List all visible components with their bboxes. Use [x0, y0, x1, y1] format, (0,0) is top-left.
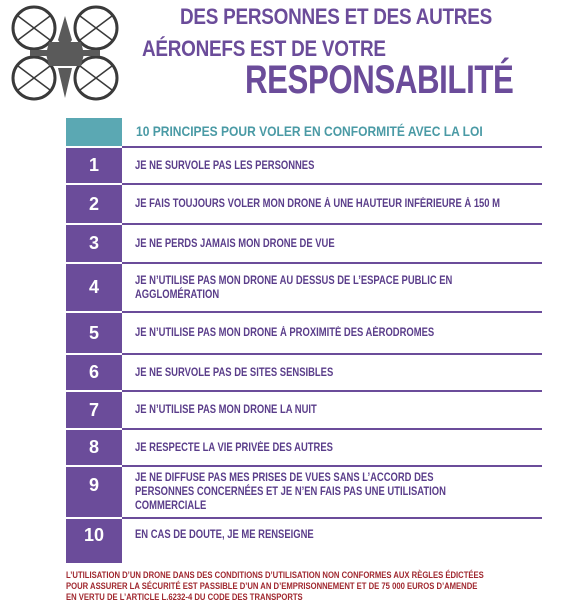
principle-row [66, 519, 546, 563]
subtitle: 10 PRINCIPES POUR VOLER EN CONFORMITÉ AVEC LA LOI [136, 123, 483, 139]
title-responsabilite: RESPONSABILITÉ [245, 58, 514, 102]
principle-text: JE FAIS TOUJOURS VOLER MON DRONE À UNE HAUTEUR INFÉRIEURE À 150 M [135, 198, 501, 210]
principle-text: JE NE PERDS JAMAIS MON DRONE DE VUE [135, 237, 335, 250]
subtitle-marker [66, 118, 122, 146]
principle-text: EN CAS DE DOUTE, JE ME RENSEIGNE [135, 529, 314, 541]
principle-number: 7 [66, 392, 122, 428]
principle-row [66, 264, 546, 311]
title-line-1: DES PERSONNES ET DES AUTRES [180, 4, 492, 29]
principle-text: JE N’UTILISE PAS MON DRONE AU DESSUS DE L’ESPACE PUBLIC EN AGGLOMÉRATION [135, 274, 453, 301]
principle-number: 3 [66, 225, 122, 262]
footer-line: POUR ASSURER LA SÉCURITÉ EST PASSIBLE D’UN AN D’EMPRISONNEMENT ET DE 75 000 EUROS D’AMENDE [66, 581, 478, 592]
footer-line: EN VERTU DE L’ARTICLE L.6232-4 DU CODE DES TRANSPORTS [66, 592, 303, 603]
principle-number: 1 [66, 148, 122, 183]
principle-text: JE N’UTILISE PAS MON DRONE LA NUIT [135, 404, 317, 416]
principle-row [66, 430, 546, 465]
principle-number: 6 [66, 355, 122, 390]
title-line-2: AÉRONEFS EST DE VOTRE [142, 36, 386, 61]
principle-row [66, 225, 546, 262]
principle-row [66, 313, 546, 353]
principle-text: JE NE SURVOLE PAS LES PERSONNES [135, 159, 315, 172]
legal-footer [66, 570, 546, 603]
principle-row [66, 355, 546, 390]
principle-row [66, 467, 546, 517]
principle-text: JE NE DIFFUSE PAS MES PRISES DE VUES SANS L’ACCORD DES PERSONNES CONCERNÉES ET JE N’EN FAIS PAS UNE UTILISATION COMMERCIALE [135, 472, 446, 512]
principle-text: JE N’UTILISE PAS MON DRONE À PROXIMITÉ DES AÉRODROMES [135, 327, 435, 339]
principle-row [66, 148, 546, 183]
principle-number: 5 [66, 313, 122, 353]
principle-text: JE NE SURVOLE PAS DE SITES SENSIBLES [135, 366, 334, 379]
principle-row [66, 392, 546, 428]
principle-number: 8 [66, 430, 122, 465]
principle-number: 4 [66, 264, 122, 311]
principle-number: 2 [66, 185, 122, 223]
principle-row [66, 185, 546, 223]
principle-number: 10 [66, 519, 122, 563]
principle-text: JE RESPECTE LA VIE PRIVÉE DES AUTRES [135, 441, 333, 454]
principle-number: 9 [66, 467, 122, 517]
footer-line: L’UTILISATION D’UN DRONE DANS DES CONDITIONS D’UTILISATION NON CONFORMES AUX RÈGLES ÉDICTÉES [66, 570, 484, 581]
drone-icon [4, 2, 126, 104]
